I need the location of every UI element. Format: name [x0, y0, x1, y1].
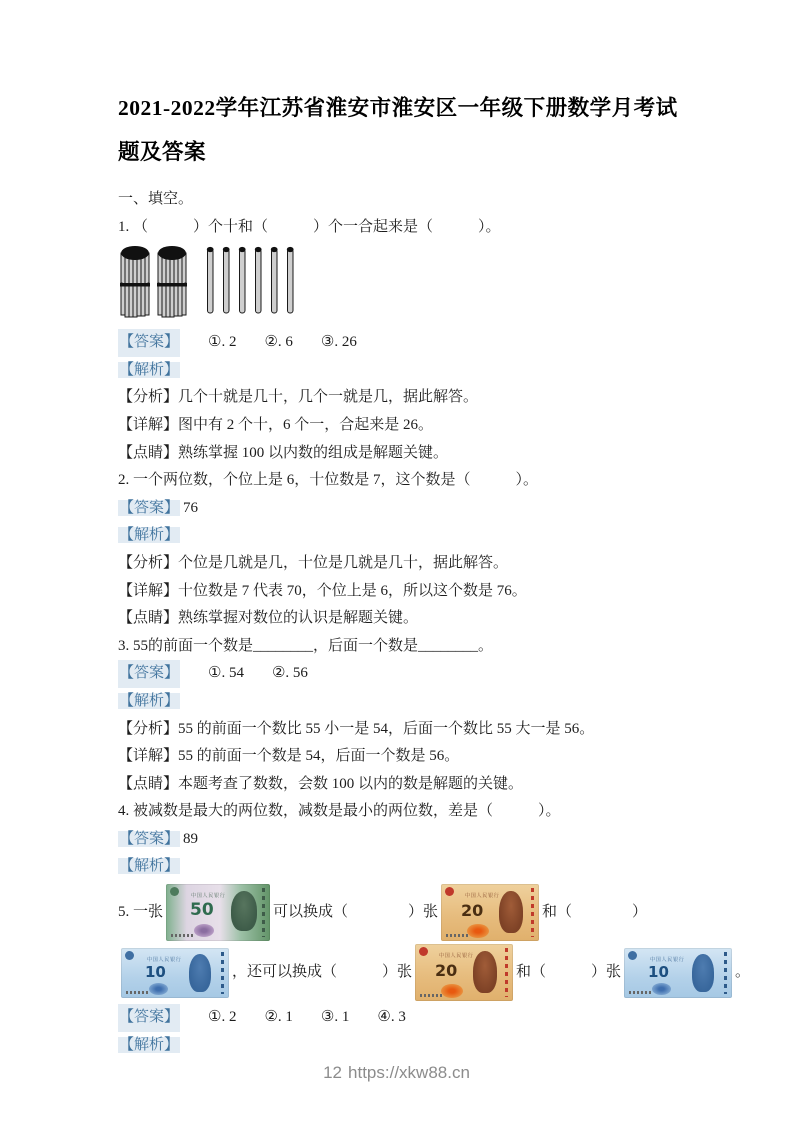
q5-prefix: 5. 一张: [118, 903, 164, 920]
answer-item: ①. 2: [208, 334, 237, 351]
serial-number-marks: [126, 991, 150, 994]
mao-portrait-icon: [189, 954, 211, 992]
banknote-20-yuan: [441, 884, 539, 941]
q5-suffix: 。: [735, 963, 751, 980]
emblem-icon: [170, 887, 179, 896]
mao-portrait-icon: [473, 951, 497, 993]
emblem-icon: [445, 887, 454, 896]
q3-detail-row: [118, 743, 684, 771]
answer-item: ①. 54: [208, 665, 244, 682]
flower-icon: [441, 984, 463, 998]
q1-detail-row: [118, 412, 684, 440]
bank-name-text: 中国人民银行: [146, 956, 182, 962]
flower-icon: [467, 924, 489, 938]
mao-portrait-icon: [231, 891, 257, 931]
single-stick-icon: [222, 245, 231, 319]
analyze-text: 几个十就是几十，几个一就是几，据此解答。: [178, 389, 479, 406]
q5-segment: 可以换成（ ）张: [273, 903, 439, 920]
explain-tag: 【解析】: [119, 1036, 180, 1053]
tip-text: 熟练掌握 100 以内数的组成是解题关键。: [178, 444, 449, 461]
q4-stem: 4. 被减数是最大的两位数，减数是最小的两位数，差是（ ）。: [118, 803, 561, 820]
tip-tag: 【点睛】: [118, 444, 179, 461]
bank-name-text: 中国人民银行: [464, 892, 500, 899]
q3-tip-row: [118, 771, 684, 799]
tip-tag: 【点睛】: [118, 775, 179, 792]
q3-stem: 3. 55的前面一个数是________，后面一个数是________。: [118, 637, 494, 654]
answer-tag: 【答案】: [118, 1004, 180, 1032]
analyze-tag: 【分析】: [118, 720, 179, 737]
explain-tag: 【解析】: [119, 361, 180, 378]
q5-answer-row: [118, 1004, 684, 1032]
stick-bundle-icon: [157, 245, 187, 323]
single-stick-icon: [206, 245, 215, 319]
security-stripe: [505, 948, 508, 997]
q5-explain-row: [118, 1032, 684, 1060]
q4-answer-row: [118, 826, 684, 854]
denomination-value: 20: [461, 901, 484, 921]
page-number: 12: [323, 1063, 343, 1082]
answer-item: ②. 6: [264, 334, 293, 351]
q3-analyze-row: [118, 716, 684, 744]
page-title: 2021-2022学年江苏省淮安市淮安区一年级下册数学月考试题及答案: [118, 96, 678, 164]
answer-tag: 【答案】: [118, 660, 180, 688]
mao-portrait-icon: [692, 954, 714, 992]
detail-tag: 【详解】: [118, 748, 179, 765]
banknote-10-yuan: [624, 948, 732, 998]
flower-icon: [652, 983, 671, 995]
tip-text: 熟练掌握对数位的认识是解题关键。: [178, 610, 419, 627]
security-stripe: [262, 888, 265, 937]
security-stripe: [531, 888, 534, 937]
q2-explain-row: [118, 522, 684, 550]
tip-tag: 【点睛】: [118, 610, 179, 627]
serial-number-marks: [629, 991, 653, 994]
answer-item: ②. 56: [271, 665, 308, 682]
q1-stem: 1. （ ）个十和（ ）个一合起来是（ ）。: [118, 218, 501, 235]
q2-stem: 2. 一个两位数，个位上是 6，十位数是 7，这个数是（ ）。: [118, 472, 539, 489]
analyze-text: 个位是几就是几，十位是几就是几十，据此解答。: [178, 554, 509, 571]
tip-text: 本题考查了数数，会数 100 以内的数是解题的关键。: [178, 775, 524, 792]
detail-text: 55 的前面一个数是 54，后面一个数是 56。: [178, 748, 460, 765]
answer-item: ③. 1: [320, 1009, 350, 1026]
security-stripe: [724, 952, 727, 994]
banknote-50-yuan: [166, 884, 270, 941]
q1-explain-row: [118, 357, 684, 385]
q2-tip-row: [118, 605, 684, 633]
flower-icon: [149, 983, 168, 995]
serial-number-marks: [171, 934, 195, 937]
answer-tag: 【答案】: [119, 499, 180, 516]
stick-bundle-icon: [120, 245, 150, 323]
explain-tag: 【解析】: [119, 692, 180, 709]
mao-portrait-icon: [499, 891, 523, 933]
denomination-value: 10: [145, 962, 166, 981]
explain-tag: 【解析】: [119, 527, 180, 544]
answer-item: ②. 1: [264, 1009, 293, 1026]
answer-value: 89: [183, 830, 199, 847]
q2-analyze-row: [118, 550, 684, 578]
answer-tag: 【答案】: [118, 329, 180, 357]
single-stick-icon: [238, 245, 247, 319]
analyze-tag: 【分析】: [118, 554, 179, 571]
answer-item: ④. 3: [377, 1009, 406, 1026]
security-stripe: [221, 952, 224, 994]
denomination-value: 10: [648, 962, 669, 981]
section-heading: 一、填空。: [118, 191, 194, 207]
page-footer: [0, 1063, 793, 1083]
explain-tag: 【解析】: [119, 858, 180, 875]
serial-number-marks: [446, 934, 470, 937]
q5-line-1: [118, 884, 684, 941]
bank-name-text: 中国人民银行: [438, 952, 474, 959]
answer-item: ①. 2: [208, 1009, 237, 1026]
detail-text: 图中有 2 个十，6 个一，合起来是 26。: [178, 416, 434, 433]
detail-tag: 【详解】: [118, 416, 179, 433]
q3-explain-row: [118, 688, 684, 716]
source-site-url: https://xkw88.cn: [348, 1063, 470, 1082]
answer-tag: 【答案】: [119, 830, 180, 847]
q3-answer-row: [118, 660, 684, 688]
flower-icon: [194, 924, 214, 937]
detail-tag: 【详解】: [118, 582, 179, 599]
q5-line-2: [118, 944, 751, 1001]
denomination-value: 20: [435, 961, 458, 981]
emblem-icon: [419, 947, 428, 956]
q2-detail-row: [118, 578, 684, 606]
bank-name-text: 中国人民银行: [190, 892, 226, 899]
analyze-tag: 【分析】: [118, 389, 179, 406]
banknote-10-yuan: [121, 948, 229, 998]
emblem-icon: [125, 951, 134, 960]
single-stick-icon: [270, 245, 279, 319]
q1-tip-row: [118, 440, 684, 468]
q5-segment: ，还可以换成（ ）张: [232, 963, 413, 980]
answer-item: ③. 26: [320, 334, 357, 351]
denomination-value: 50: [190, 900, 214, 921]
single-stick-icon: [254, 245, 263, 319]
document-content: [118, 86, 751, 1059]
detail-text: 十位数是 7 代表 70，个位上是 6，所以这个数是 76。: [178, 582, 527, 599]
q1-sticks-figure: [120, 245, 684, 325]
q1-answer-row: [118, 329, 684, 357]
analyze-text: 55 的前面一个数比 55 小一是 54，后面一个数比 55 大一是 56。: [178, 720, 595, 737]
q4-explain-row: [118, 853, 684, 881]
q1-analyze-row: [118, 384, 684, 412]
q2-answer-row: [118, 495, 684, 523]
bank-name-text: 中国人民银行: [649, 956, 685, 962]
q5-segment: 和（ ）: [542, 903, 648, 920]
emblem-icon: [628, 951, 637, 960]
single-stick-icon: [286, 245, 295, 319]
answer-value: 76: [183, 499, 199, 516]
banknote-20-yuan: [415, 944, 513, 1001]
q5-segment: 和（ ）张: [516, 963, 622, 980]
serial-number-marks: [420, 994, 444, 997]
